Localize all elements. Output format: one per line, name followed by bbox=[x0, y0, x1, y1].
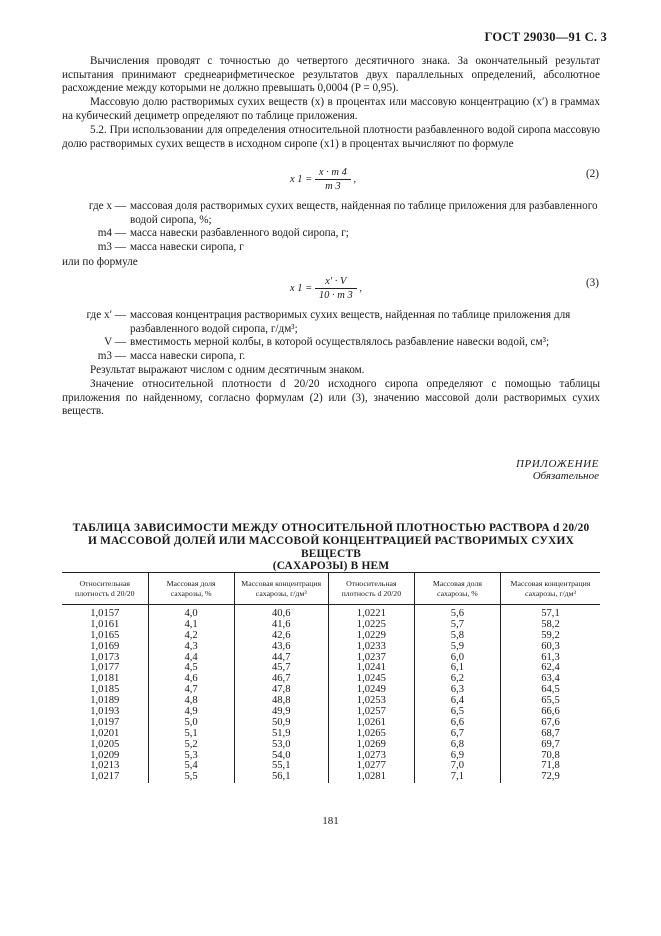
definition-symbol: m3 — bbox=[97, 240, 126, 253]
density-table bbox=[62, 572, 600, 783]
table-cell: 48,8 bbox=[271, 695, 291, 707]
table-cell: 5,1 bbox=[184, 727, 198, 739]
table-cell: 5,3 bbox=[184, 749, 198, 761]
table-title bbox=[62, 522, 600, 573]
formula-2-lhs: x 1 = bbox=[290, 173, 313, 185]
column-header: Массовая доля сахарозы, % bbox=[414, 573, 500, 605]
table-cell: 72,9 bbox=[541, 771, 560, 783]
table-cell: 1,0193 bbox=[90, 706, 120, 718]
table-cell: 1,0161 bbox=[90, 618, 120, 630]
appendix-subtitle: Обязательное bbox=[532, 470, 599, 482]
table-cell: 1,0241 bbox=[356, 662, 386, 674]
table-cell: 1,0277 bbox=[356, 760, 386, 772]
definition-symbol: V — bbox=[104, 336, 126, 349]
table-cell: 5,8 bbox=[450, 629, 465, 641]
definition-text: масса навески сиропа, г. bbox=[130, 349, 246, 362]
table-cell: 1,0273 bbox=[356, 749, 386, 761]
table-cell: 62,4 bbox=[541, 662, 560, 674]
table-cell: 66,6 bbox=[541, 706, 560, 718]
table-cell: 64,5 bbox=[541, 684, 560, 696]
table-cell: 1,0245 bbox=[356, 673, 386, 685]
table-cell: 42,6 bbox=[271, 629, 291, 641]
table-column-cell bbox=[148, 605, 234, 784]
table-cell: 70,8 bbox=[541, 749, 560, 761]
table-cell: 1,0281 bbox=[356, 771, 386, 783]
table-cell: 7,0 bbox=[450, 760, 465, 772]
column-header: Массовая доля сахарозы, % bbox=[148, 573, 234, 605]
table-cell: 57,1 bbox=[541, 608, 560, 619]
table-cell: 47,8 bbox=[271, 684, 291, 696]
table-cell: 1,0257 bbox=[356, 706, 386, 718]
table-cell: 6,4 bbox=[450, 695, 465, 707]
table-cell: 5,9 bbox=[450, 640, 465, 652]
formula-2-number: (2) bbox=[585, 168, 599, 180]
formula-3-lhs: x 1 = bbox=[290, 282, 313, 294]
table-data-row bbox=[62, 605, 600, 784]
table-cell: 1,0181 bbox=[90, 673, 120, 685]
table-cell: 4,6 bbox=[184, 673, 198, 685]
table-cell: 5,7 bbox=[450, 618, 465, 630]
table-cell: 4,8 bbox=[184, 695, 198, 707]
table-title-line: И МАССОВОЙ ДОЛЕЙ ИЛИ МАССОВОЙ КОНЦЕНТРАЦИЕЙ РАСТВОРИМЫХ СУХИХ ВЕЩЕСТВ bbox=[87, 534, 575, 560]
definition-symbol: где x′ — bbox=[86, 309, 126, 321]
table-cell: 1,0157 bbox=[90, 608, 120, 619]
paragraph-density: Значение относительной плотности d 20/20 исходного сиропа определяют с помощью таблицы приложения по найденному, согласно формулам (2) или (3), значению массовой доли растворимых сухих веществ. bbox=[62, 378, 600, 418]
table-column-cell bbox=[414, 605, 500, 784]
table-cell: 1,0269 bbox=[356, 738, 386, 750]
definition-text: массовая концентрация растворимых сухих веществ, найденная по таблице приложения для разбавленного водой сиропа, г/дм³; bbox=[130, 309, 571, 335]
table-cell: 60,3 bbox=[541, 640, 560, 652]
table-cell: 4,5 bbox=[184, 662, 198, 674]
table-cell: 50,9 bbox=[271, 716, 291, 728]
definition-text: масса навески разбавленного водой сиропа, г; bbox=[130, 227, 349, 240]
table-cell: 5,6 bbox=[450, 608, 465, 619]
paragraph-mass-fraction: Массовую долю растворимых сухих веществ (x) в процентах или массовую концентрацию (x′) в граммах на кубический дециметр определяют по таблице приложения. bbox=[62, 96, 600, 122]
table-column-cell bbox=[234, 605, 328, 784]
table-header-row bbox=[62, 573, 600, 605]
table-cell: 1,0205 bbox=[90, 738, 120, 750]
formula-3-tail: , bbox=[359, 282, 362, 294]
table-cell: 1,0185 bbox=[90, 684, 120, 696]
table-cell: 6,2 bbox=[450, 673, 465, 685]
table-cell: 6,0 bbox=[450, 651, 465, 663]
page-number: 181 bbox=[322, 815, 339, 827]
table-cell: 1,0209 bbox=[90, 749, 120, 761]
or-by-formula: или по формуле bbox=[62, 256, 138, 268]
table-cell: 4,4 bbox=[184, 651, 198, 663]
table-cell: 4,7 bbox=[184, 684, 198, 696]
table-cell: 1,0197 bbox=[90, 716, 120, 728]
definition-text: масса навески сиропа, г bbox=[130, 240, 244, 253]
table-cell: 40,6 bbox=[271, 608, 291, 619]
table-cell: 53,0 bbox=[271, 738, 291, 750]
table-cell: 1,0229 bbox=[356, 629, 386, 641]
table-cell: 1,0233 bbox=[356, 640, 386, 652]
formula-2-denominator: m 3 bbox=[325, 181, 341, 192]
table-cell: 1,0265 bbox=[356, 727, 386, 739]
table-cell: 7,1 bbox=[450, 771, 465, 783]
table-cell: 59,2 bbox=[541, 629, 560, 641]
table-cell: 1,0261 bbox=[356, 716, 386, 728]
table-cell: 1,0225 bbox=[356, 618, 386, 630]
column-header: Относительная плотность d 20/20 bbox=[62, 573, 148, 605]
table-title-line: (САХАРОЗЫ) В НЕМ bbox=[272, 560, 390, 573]
definition-row bbox=[62, 309, 600, 336]
table-cell: 1,0173 bbox=[90, 651, 120, 663]
table-cell: 5,2 bbox=[184, 738, 198, 750]
definition-symbol: m3 — bbox=[97, 349, 126, 362]
table-cell: 63,4 bbox=[541, 673, 560, 685]
column-header: Массовая концентрация сахарозы, г/дм³ bbox=[500, 573, 600, 605]
table-cell: 1,0249 bbox=[356, 684, 386, 696]
table-cell: 6,8 bbox=[450, 738, 465, 750]
table-cell: 1,0237 bbox=[356, 651, 386, 663]
table-cell: 6,9 bbox=[450, 749, 465, 761]
table-column-cell bbox=[62, 605, 148, 784]
table-body bbox=[62, 605, 600, 784]
formula-2-numerator: x · m 4 bbox=[315, 167, 351, 180]
table-cell: 41,6 bbox=[271, 618, 291, 630]
table-cell: 46,7 bbox=[271, 673, 291, 685]
table-cell: 5,5 bbox=[184, 771, 198, 783]
table-cell: 55,1 bbox=[271, 760, 291, 772]
table-cell: 4,1 bbox=[184, 618, 198, 630]
table-cell: 4,3 bbox=[184, 640, 198, 652]
table-cell: 1,0217 bbox=[90, 771, 120, 783]
formula-3-numerator: x′ · V bbox=[315, 276, 357, 289]
table-cell: 49,9 bbox=[271, 706, 291, 718]
definitions-formula-2 bbox=[62, 200, 600, 254]
table-cell: 6,1 bbox=[450, 662, 465, 674]
definition-row bbox=[62, 200, 600, 227]
column-header: Относительная плотность d 20/20 bbox=[328, 573, 414, 605]
column-header: Массовая концентрация сахарозы, г/дм³ bbox=[234, 573, 328, 605]
table-cell: 44,7 bbox=[271, 651, 291, 663]
formula-3-denominator: 10 · m 3 bbox=[318, 290, 353, 301]
table-cell: 58,2 bbox=[541, 618, 560, 630]
table-title-line: ТАБЛИЦА ЗАВИСИМОСТИ МЕЖДУ ОТНОСИТЕЛЬНОЙ ПЛОТНОСТЬЮ РАСТВОРА d 20/20 bbox=[72, 522, 590, 534]
table-cell: 1,0213 bbox=[90, 760, 120, 772]
table-cell: 5,0 bbox=[184, 716, 198, 728]
table-cell: 6,3 bbox=[450, 684, 465, 696]
table-cell: 6,5 bbox=[450, 706, 465, 718]
table-column-cell bbox=[328, 605, 414, 784]
table-cell: 65,5 bbox=[541, 695, 560, 707]
table-cell: 6,6 bbox=[450, 716, 465, 728]
table-cell: 6,7 bbox=[450, 727, 465, 739]
formula-2-tail: , bbox=[353, 173, 357, 185]
table-cell: 1,0165 bbox=[90, 629, 120, 641]
table-cell: 54,0 bbox=[271, 749, 291, 761]
table-cell: 1,0169 bbox=[90, 640, 120, 652]
table-cell: 1,0177 bbox=[90, 662, 120, 674]
table-cell: 61,3 bbox=[541, 651, 560, 663]
appendix-label bbox=[516, 458, 599, 482]
page-header: ГОСТ 29030—91 С. 3 bbox=[484, 30, 607, 44]
definition-symbol: m4 — bbox=[97, 227, 126, 240]
table-cell: 1,0201 bbox=[90, 727, 120, 739]
table-cell: 56,1 bbox=[271, 771, 291, 783]
appendix-title: ПРИЛОЖЕНИЕ bbox=[516, 458, 599, 470]
table-cell: 1,0253 bbox=[356, 695, 386, 707]
paragraph-accuracy: Вычисления проводят с точностью до четвертого десятичного знака. За окончательный результат испытания принимают среднеарифметическое результатов двух параллельных определений, абсолютное расхождение между которыми не должно превышать 0,0004 (P = 0,95). bbox=[62, 55, 600, 95]
table-cell: 4,9 bbox=[184, 706, 198, 718]
paragraph-result: Результат выражают числом с одним десятичным знаком. bbox=[90, 364, 365, 376]
definition-row bbox=[62, 336, 600, 350]
table-cell: 69,7 bbox=[541, 738, 560, 750]
table-column-cell bbox=[500, 605, 600, 784]
table-cell: 43,6 bbox=[271, 640, 291, 652]
table-cell: 4,0 bbox=[184, 608, 198, 619]
definitions-formula-3 bbox=[62, 309, 600, 363]
definition-row bbox=[62, 241, 600, 255]
table-cell: 5,4 bbox=[184, 760, 198, 772]
definition-row bbox=[62, 350, 600, 364]
formula-3 bbox=[290, 276, 362, 301]
table-cell: 1,0189 bbox=[90, 695, 120, 707]
definition-row bbox=[62, 227, 600, 241]
table-cell: 51,9 bbox=[271, 727, 291, 739]
table-cell: 45,7 bbox=[271, 662, 291, 674]
table-cell: 68,7 bbox=[541, 727, 560, 739]
table-cell: 71,8 bbox=[541, 760, 560, 772]
table-cell: 4,2 bbox=[184, 629, 198, 641]
table-cell: 67,6 bbox=[541, 716, 560, 728]
paragraph-5-2: 5.2. При использовании для определения относительной плотности разбавленного водой сиропа массовую долю растворимых сухих веществ в исходном сиропе (x1) в процентах вычисляют по формуле bbox=[62, 124, 600, 150]
formula-3-number: (3) bbox=[585, 277, 599, 289]
formula-2 bbox=[290, 167, 356, 192]
definition-text: массовая доля растворимых сухих веществ, найденная по таблице приложения для разбавленного водой сиропа, %; bbox=[130, 200, 598, 226]
definition-symbol: где x — bbox=[88, 200, 126, 212]
definition-text: вместимость мерной колбы, в которой осуществлялось разбавление навески водой, см³; bbox=[130, 336, 550, 349]
table-cell: 1,0221 bbox=[356, 608, 386, 619]
